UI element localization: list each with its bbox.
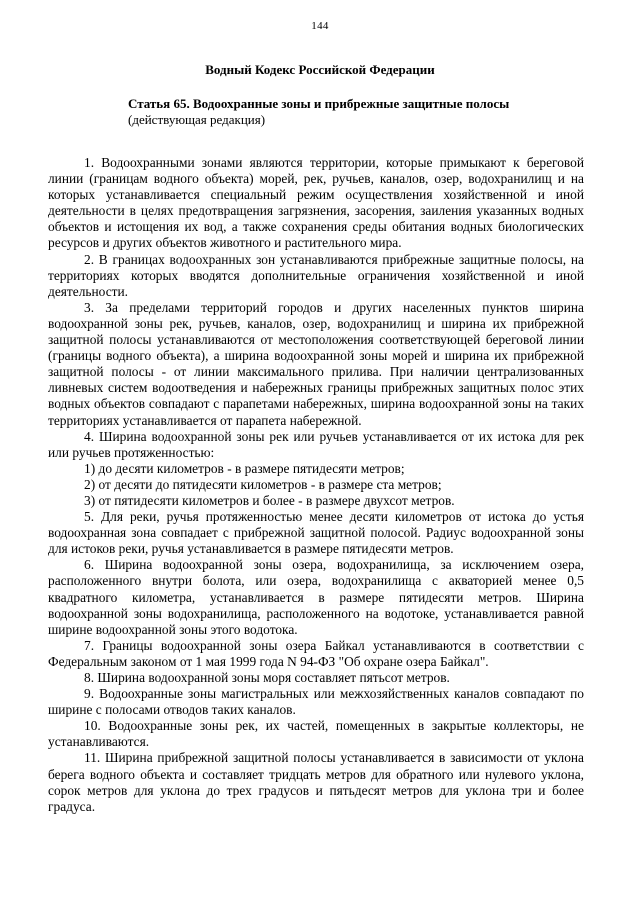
paragraph-4-item-3: 3) от пятидесяти километров и более - в размере двухсот метров.	[84, 492, 455, 508]
paragraph-5: 5. Для реки, ручья протяженностью менее десяти километров от истока до устья водоохранная зона совпадает с прибрежной защитной полосой. Радиус водоохранной зоны для истоков реки, ручья устанавливается в размере пятидесяти метров.	[48, 509, 584, 557]
paragraph-7: 7. Границы водоохранной зоны озера Байкал устанавливаются в соответствии с Федеральным законом от 1 мая 1999 года N 94-ФЗ "Об охране озера Байкал".	[48, 637, 584, 669]
paragraph-4-item-2: 2) от десяти до пятидесяти километров - в размере ста метров;	[84, 476, 442, 492]
paragraph-4-item-1: 1) до десяти километров - в размере пятидесяти метров;	[84, 460, 405, 476]
article-title: Статья 65. Водоохранные зоны и прибрежные защитные полосы	[128, 96, 510, 111]
paragraph-1: 1. Водоохранными зонами являются территории, которые примыкают к береговой линии (границам водного объекта) морей, рек, ручьев, каналов, озер, водохранилищ и на которых устанавливается специальный режим осуществления хозяйственной и иной деятельности в целях предотвращения загрязнения, засорения, заиления указанных водных объектов и истощения их вод, а также сохранения среды обитания водных биологических ресурсов и других объектов животного и растительного мира.	[48, 155, 584, 251]
page-number: 144	[311, 20, 329, 32]
document-title: Водный Кодекс Российской Федерации	[205, 62, 435, 77]
article-header	[128, 96, 588, 128]
article-body	[48, 155, 584, 815]
paragraph-8: 8. Ширина водоохранной зоны моря составляет пятьсот метров.	[84, 670, 450, 685]
paragraph-10: 10. Водоохранные зоны рек, их частей, помещенных в закрытые коллекторы, не устанавливаются.	[48, 718, 584, 750]
paragraph-9: 9. Водоохранные зоны магистральных или межхозяйственных каналов совпадают по ширине с полосами отводов таких каналов.	[48, 686, 584, 718]
paragraph-3: 3. За пределами территорий городов и других населенных пунктов ширина водоохранной зоны рек, ручьев, каналов, озер, водохранилищ и ширина их прибрежной защитной полосы устанавливаются от местоположения соответствующей береговой линии (границы водного объекта), а ширина водоохранной зоны морей и ширина их прибрежной защитной полосы - от линии максимального прилива. При наличии централизованных ливневых систем водоотведения и набережных границы прибрежных защитных полос этих водных объектов совпадают с парапетами набережных, ширина водоохранной зоны на таких территориях устанавливается от парапета набережной.	[48, 299, 584, 428]
paragraph-4: 4. Ширина водоохранной зоны рек или ручьев устанавливается от их истока для рек или ручьев протяженностью:	[48, 428, 584, 460]
paragraph-2: 2. В границах водоохранных зон устанавливаются прибрежные защитные полосы, на территориях которых вводятся дополнительные ограничения хозяйственной и иной деятельности.	[48, 251, 584, 299]
paragraph-6: 6. Ширина водоохранной зоны озера, водохранилища, за исключением озера, расположенного внутри болота, или озера, водохранилища с акваторией менее 0,5 квадратного километра, устанавливается в размере пятидесяти метров. Ширина водоохранной зоны водохранилища, расположенного на водотоке, устанавливается равной ширине водоохранной зоны этого водотока.	[48, 557, 584, 637]
article-edition: (действующая редакция)	[128, 112, 266, 127]
paragraph-11: 11. Ширина прибрежной защитной полосы устанавливается в зависимости от уклона берега водного объекта и составляет тридцать метров для обратного или нулевого уклона, сорок метров для уклона до трех градусов и пятьдесят метров для уклона три и более градуса.	[48, 750, 584, 814]
